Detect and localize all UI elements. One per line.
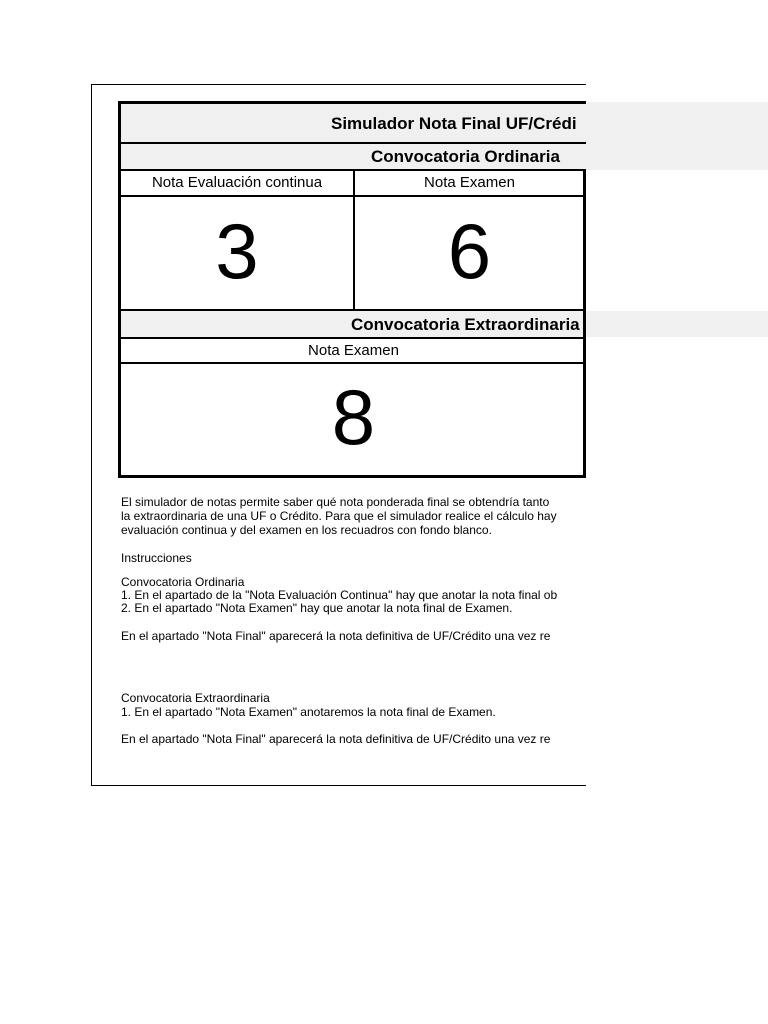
extraordinaria-instructions-title: Convocatoria Extraordinaria [121, 691, 270, 705]
extraordinaria-band-extension [586, 311, 768, 337]
extraordinaria-step-1: 1. En el apartado "Nota Examen" anotaremos la nota final de Examen. [121, 705, 496, 719]
intro-line-1: El simulador de notas permite saber qué nota ponderada final se obtendría tanto [121, 495, 550, 509]
extraordinaria-heading: Convocatoria Extraordinaria [118, 309, 586, 338]
extra-nota-examen-label: Nota Examen [118, 337, 586, 364]
instructions-title: Instrucciones [121, 551, 192, 565]
extra-nota-examen-value[interactable]: 8 [118, 362, 586, 478]
ordinaria-final-note: En el apartado "Nota Final" aparecerá la nota definitiva de UF/Crédito una vez re [121, 629, 551, 643]
intro-line-3: evaluación continua y del examen en los recuadros con fondo blanco. [121, 523, 492, 537]
nota-examen-value[interactable]: 6 [447, 207, 492, 295]
ordinaria-step-1: 1. En el apartado de la "Nota Evaluación Continua" hay que anotar la nota final ob [121, 588, 558, 602]
eval-continua-value[interactable]: 3 [118, 195, 355, 311]
nota-examen-label: Nota Examen [353, 169, 586, 197]
table-right-border [583, 169, 586, 478]
ordinaria-step-2: 2. En el apartado "Nota Examen" hay que anotar la nota final de Examen. [121, 601, 513, 615]
ordinaria-instructions-title: Convocatoria Ordinaria [121, 575, 245, 589]
title-band-extension [586, 102, 768, 170]
extraordinaria-final-note: En el apartado "Nota Final" aparecerá la nota definitiva de UF/Crédito una vez re [121, 732, 551, 746]
eval-continua-label: Nota Evaluación continua [118, 169, 355, 197]
intro-line-2: la extraordinaria de una UF o Crédito. Para que el simulador realice el cálculo hay [121, 509, 557, 523]
simulator-title: Simulador Nota Final UF/Crédi [118, 101, 586, 143]
ordinaria-heading: Convocatoria Ordinaria [118, 142, 586, 170]
